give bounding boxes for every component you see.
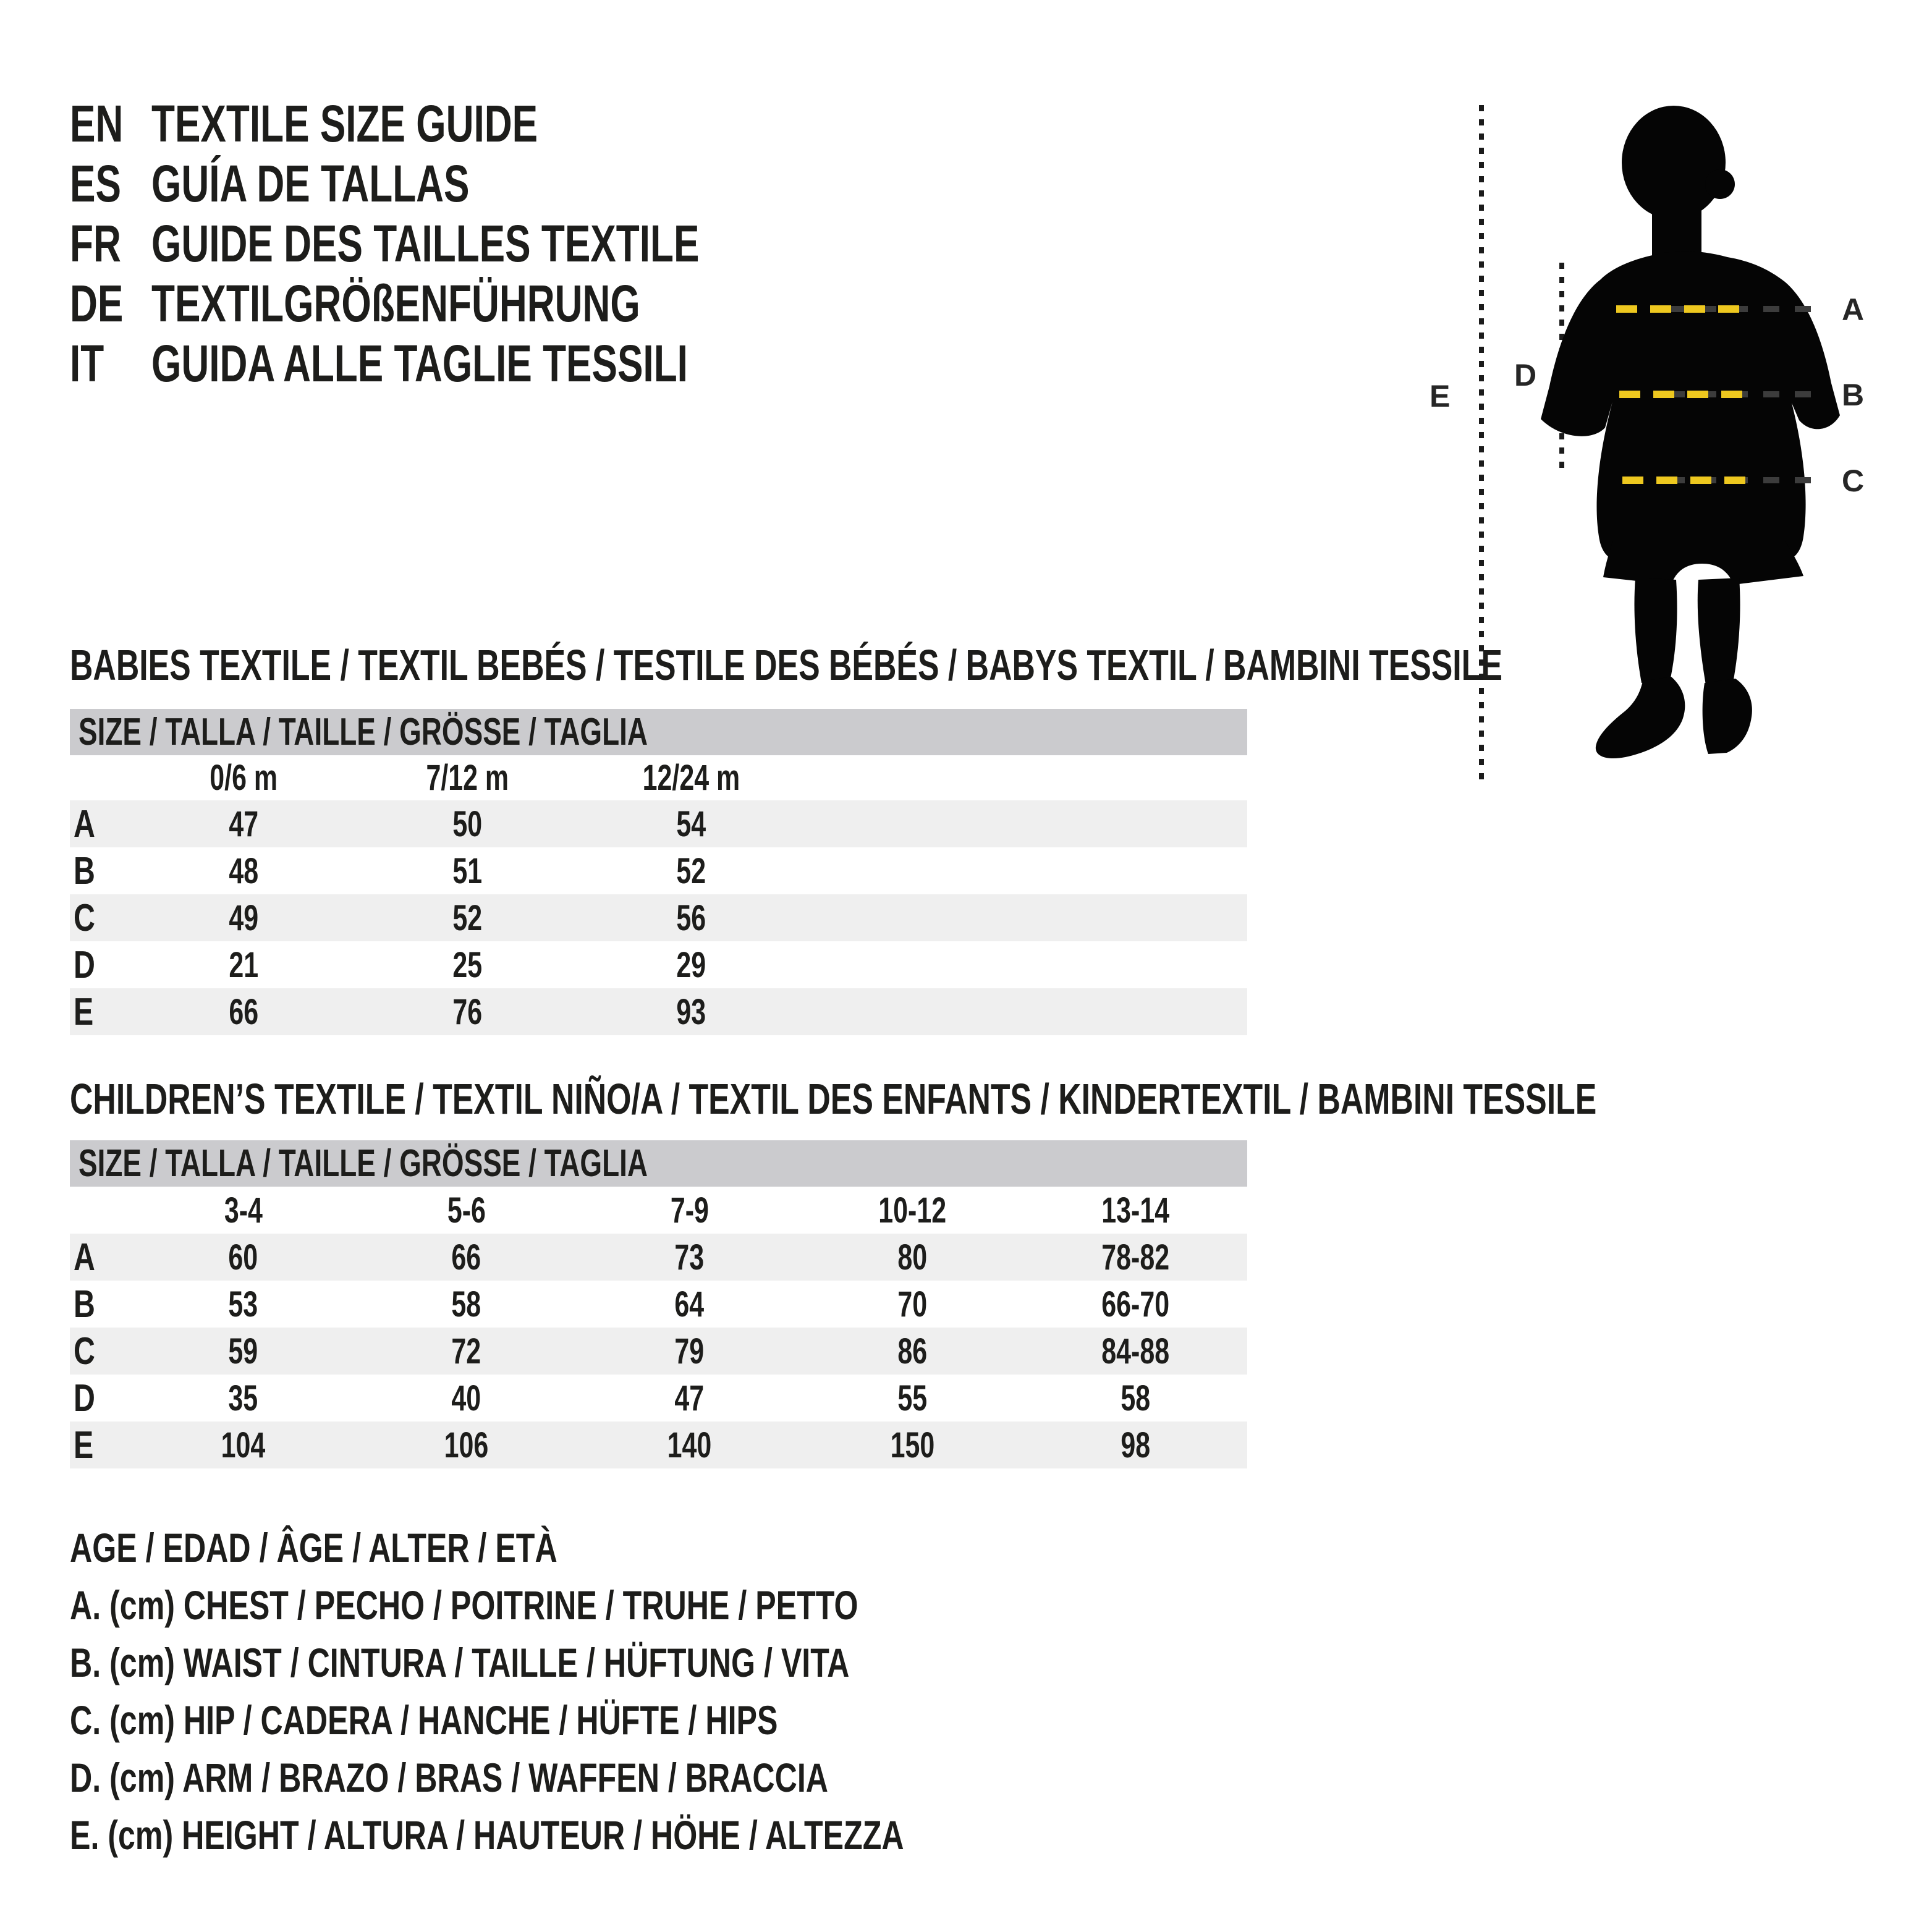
label-c: C (1842, 464, 1865, 498)
row-label: C (74, 896, 95, 939)
language-row-it (70, 334, 892, 394)
table-row (70, 800, 1247, 847)
legend-height: E. (cm) HEIGHT / ALTURA / HAUTEUR / HÖHE / ALTEZZA (70, 1812, 904, 1858)
measurement-legend (70, 1519, 1167, 1864)
size-value: 106 (444, 1425, 489, 1465)
row-label: A (74, 802, 95, 845)
language-code-fr: FR (70, 214, 121, 273)
size-value: 70 (897, 1284, 928, 1324)
size-value: 58 (451, 1284, 481, 1324)
language-title-fr: GUIDE DES TAILLES TEXTILE (151, 214, 700, 273)
children-col-13-14: 13-14 (1101, 1190, 1170, 1231)
size-value: 66-70 (1101, 1284, 1170, 1324)
size-value: 56 (676, 897, 706, 938)
size-value: 59 (228, 1331, 258, 1371)
table-row (70, 1234, 1247, 1281)
legend-chest: A. (cm) CHEST / PECHO / POITRINE / TRUHE / PETTO (70, 1582, 858, 1628)
language-row-de (70, 274, 892, 334)
row-label: A (74, 1235, 95, 1279)
language-title-en: TEXTILE SIZE GUIDE (151, 95, 538, 153)
size-value: 72 (451, 1331, 481, 1371)
children-column-header-row (70, 1187, 1247, 1234)
language-code-en: EN (70, 95, 124, 153)
children-col-5-6: 5-6 (447, 1190, 486, 1231)
size-value: 52 (676, 850, 706, 891)
label-d: D (1514, 358, 1537, 392)
size-value: 49 (229, 897, 258, 938)
language-row-en (70, 94, 892, 154)
size-value: 47 (674, 1378, 705, 1418)
language-code-de: DE (70, 274, 124, 333)
language-code-it: IT (70, 334, 104, 392)
table-row (70, 988, 1247, 1035)
children-col-7-9: 7-9 (670, 1190, 709, 1231)
row-label: D (74, 943, 95, 986)
size-value: 35 (228, 1378, 258, 1418)
size-value: 29 (676, 944, 706, 985)
size-value: 73 (674, 1237, 705, 1277)
label-a: A (1842, 292, 1865, 327)
size-value: 47 (229, 803, 258, 844)
size-value: 40 (451, 1378, 481, 1418)
size-value: 93 (676, 991, 706, 1032)
size-value: 52 (452, 897, 482, 938)
size-value: 150 (890, 1425, 935, 1465)
row-label: B (74, 1282, 95, 1326)
size-value: 80 (897, 1237, 928, 1277)
row-label: D (74, 1376, 95, 1420)
babies-col-0-6m: 0/6 m (210, 758, 278, 798)
size-value: 104 (221, 1425, 266, 1465)
children-size-header-bar: SIZE / TALLA / TAILLE / GRÖSSE / TAGLIA (70, 1140, 1247, 1187)
row-label: E (74, 990, 94, 1033)
legend-age: AGE / EDAD / ÂGE / ALTER / ETÀ (70, 1525, 557, 1570)
table-row (70, 1421, 1247, 1468)
row-label: C (74, 1329, 95, 1373)
table-row (70, 1375, 1247, 1421)
table-row (70, 847, 1247, 894)
size-value: 76 (452, 991, 482, 1032)
size-value: 50 (452, 803, 482, 844)
children-col-10-12: 10-12 (878, 1190, 947, 1231)
size-value: 66 (229, 991, 258, 1032)
size-value: 84-88 (1101, 1331, 1170, 1371)
table-row (70, 1281, 1247, 1328)
language-title-es: GUÍA DE TALLAS (151, 155, 470, 213)
size-value: 79 (674, 1331, 705, 1371)
children-size-table (70, 1140, 1247, 1468)
label-e: E (1430, 379, 1451, 413)
size-value: 53 (228, 1284, 258, 1324)
size-value: 55 (897, 1378, 928, 1418)
babies-column-header-row (70, 755, 1247, 800)
legend-hip: C. (cm) HIP / CADERA / HANCHE / HÜFTE / HIPS (70, 1697, 778, 1743)
language-row-fr (70, 214, 892, 274)
table-row (70, 894, 1247, 941)
size-value: 51 (452, 850, 482, 891)
table-row (70, 941, 1247, 988)
row-label: E (74, 1423, 94, 1467)
language-code-es: ES (70, 155, 121, 213)
size-value: 60 (228, 1237, 258, 1277)
size-value: 54 (676, 803, 706, 844)
label-b: B (1842, 378, 1865, 412)
size-value: 21 (229, 944, 258, 985)
babies-col-12-24m: 12/24 m (642, 758, 740, 798)
size-value: 48 (229, 850, 258, 891)
babies-size-header-bar: SIZE / TALLA / TAILLE / GRÖSSE / TAGLIA (70, 709, 1247, 755)
size-value: 140 (667, 1425, 712, 1465)
children-section-title: CHILDREN’S TEXTILE / TEXTIL NIÑO/A / TEXTIL DES ENFANTS / KINDERTEXTIL / BAMBINI TESSILE (70, 1075, 1597, 1123)
babies-col-7-12m: 7/12 m (426, 758, 509, 798)
size-value: 98 (1121, 1425, 1151, 1465)
babies-section-title: BABIES TEXTILE / TEXTIL BEBÉS / TESTILE DES BÉBÉS / BABYS TEXTIL / BAMBINI TESSILE (70, 641, 1502, 689)
size-value: 78-82 (1101, 1237, 1170, 1277)
size-value: 64 (674, 1284, 705, 1324)
size-value: 66 (451, 1237, 481, 1277)
language-row-es (70, 154, 892, 214)
legend-waist: B. (cm) WAIST / CINTURA / TAILLE / HÜFTUNG / VITA (70, 1640, 850, 1685)
language-title-it: GUIDA ALLE TAGLIE TESSILI (151, 334, 688, 392)
table-row (70, 1328, 1247, 1375)
size-value: 58 (1121, 1378, 1151, 1418)
row-label: B (74, 849, 95, 892)
language-title-de: TEXTILGRÖßENFÜHRUNG (151, 274, 640, 333)
size-value: 86 (897, 1331, 928, 1371)
children-col-3-4: 3-4 (224, 1190, 263, 1231)
legend-arm: D. (cm) ARM / BRAZO / BRAS / WAFFEN / BRACCIA (70, 1755, 829, 1800)
babies-size-table (70, 709, 1247, 1035)
size-value: 25 (452, 944, 482, 985)
language-title-list (70, 94, 892, 394)
